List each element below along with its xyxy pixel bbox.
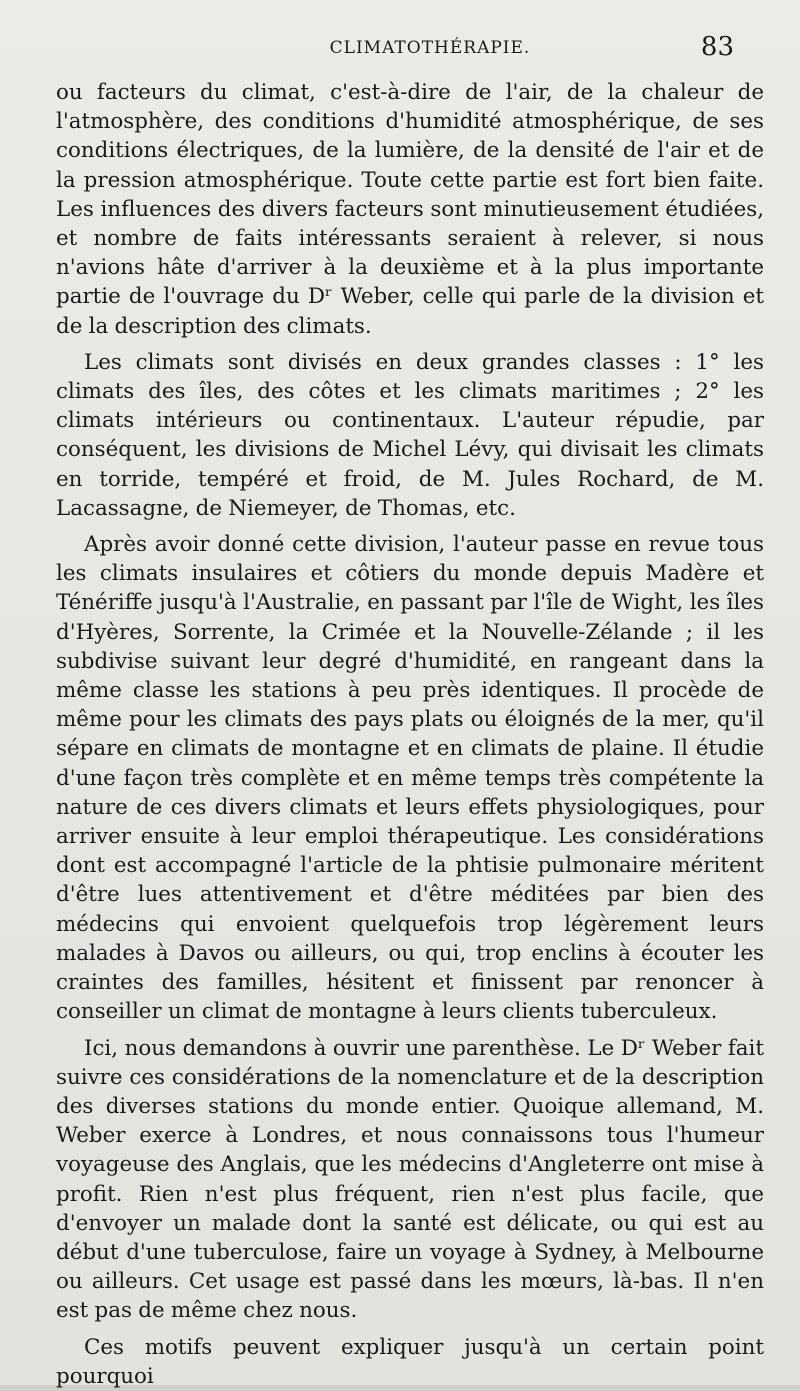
paragraph-2: Les climats sont divisés en deux grandes classes : 1° les climats des îles, des côtes et les climats maritimes ; 2° les climats intérieurs ou continentaux. L'auteur répudie, par conséquent, les divisions de Michel Lévy, qui divisait les climats en torride, tempéré et froid, de M. Jules Rochard, de M. Lacassagne, de Niemeyer, de Thomas, etc.: [56, 349, 764, 521]
page-number: 83: [700, 32, 734, 62]
paragraph-4: Ici, nous demandons à ouvrir une parenthèse. Le Dʳ Weber fait suivre ces considérations de la nomenclature et de la description des diverses stations du monde entier. Quoique allemand, M. Weber exerce à Londres, et nous connaissons tous l'humeur voyageuse des Anglais, que les médecins d'Angleterre ont mise à profit. Rien n'est plus fréquent, rien n'est plus facile, que d'envoyer un malade dont la santé est délicate, ou qui est au début d'une tuberculose, faire un voyage à Sydney, à Melbourne ou ailleurs. Cet usage est passé dans les mœurs, là-bas. Il n'en est pas de même chez nous.: [56, 1035, 764, 1324]
running-head: [56, 30, 764, 78]
paragraph-5: Ces motifs peuvent expliquer jusqu'à un certain point pourquoi: [56, 1334, 764, 1389]
paragraph-3: Après avoir donné cette division, l'auteur passe en revue tous les climats insulaires et côtiers du monde depuis Madère et Ténériffe jusqu'à l'Australie, en passant par l'île de Wight, les îles d'Hyères, Sorrente, la Crimée et la Nouvelle-Zélande ; il les subdivise suivant leur degré d'humidité, en rangeant dans la même classe les stations à peu près identiques. Il procède de même pour les climats des pays plats ou éloignés de la mer, qu'il sépare en climats de montagne et en climats de plaine. Il étudie d'une façon très complète et en même temps très compétente la nature de ces divers climats et leurs effets physiologiques, pour arriver ensuite à leur emploi thérapeutique. Les considérations dont est accompagné l'article de la phtisie pulmonaire méritent d'être lues attentivement et d'être méditées par bien des médecins qui envoient quelquefois trop légèrement leurs malades à Davos ou ailleurs, ou qui, trop enclins à écouter les craintes des familles, hésitent et finissent par renoncer à conseiller un climat de montagne à leurs clients tuberculeux.: [56, 532, 764, 1025]
body-text: [56, 78, 764, 1391]
paragraph-1: ou facteurs du climat, c'est-à-dire de l'air, de la chaleur de l'atmosphère, des conditions d'humidité atmosphérique, de ses conditions électriques, de la lumière, de la densité de l'air et de la pression atmosphérique. Toute cette partie est fort bien faite. Les influences des divers facteurs sont minutieusement étudiées, et nombre de faits intéressants seraient à relever, si nous n'avions hâte d'arriver à la deuxième et à la plus importante partie de l'ouvrage du Dʳ Weber, celle qui parle de la division et de la description des climats.: [56, 80, 764, 339]
running-title: CLIMATOTHÉRAPIE.: [329, 38, 531, 58]
